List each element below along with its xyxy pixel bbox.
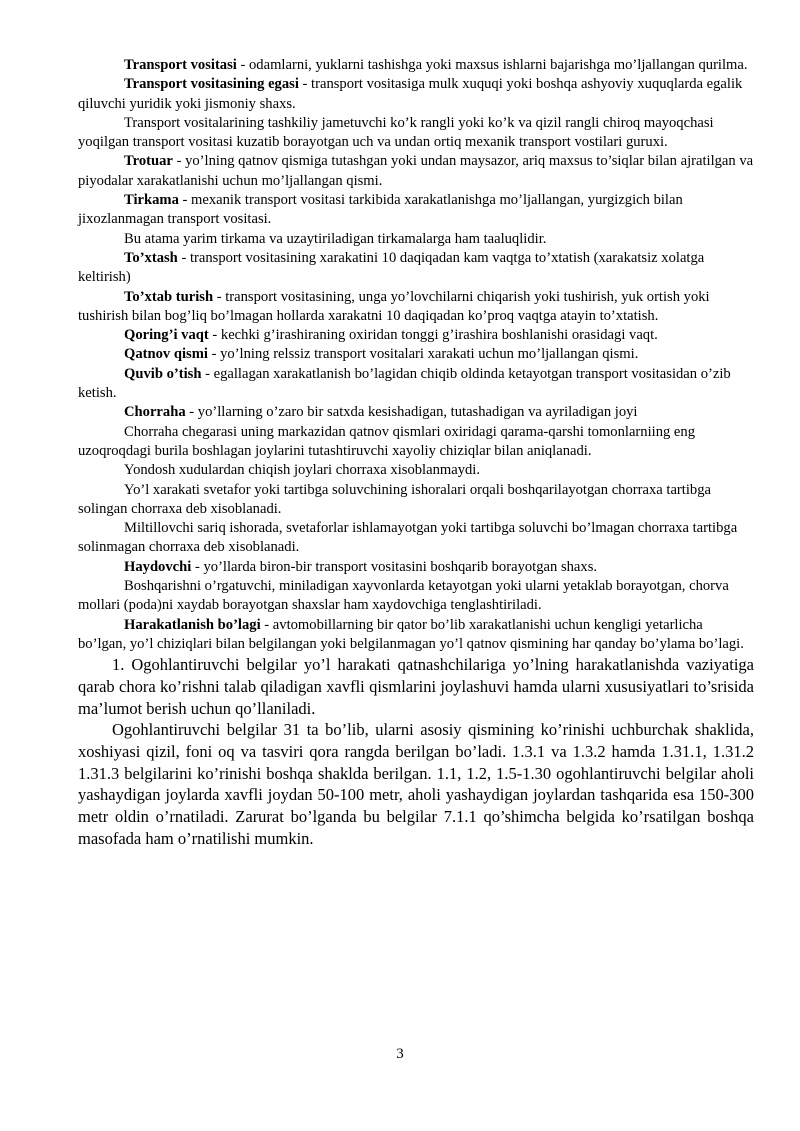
body-paragraph: 1. Ogohlantiruvchi belgilar yo’l harakati qatnashchilariga yo’lning harakatlanishda vaziyatiga qarab chora ko’rishni talab qiladigan xavfli qismlarini joylashuvi hamda ularni xususiyatlari to’srisida ma’lumot berish uchun qo’llaniladi. (78, 655, 754, 718)
definition-text: - transport vositasining xarakatini 10 daqiqadan kam vaqtga to’xtatish (xarakatsiz xolatga keltirish) (78, 249, 705, 286)
definition-text: Chorraha chegarasi uning markazidan qatnov qismlari oxiridagi qarama-qarshi tomonlarniing eng uzoqroqdagi burila boshlagan joylarini tutashtiruvchi xayoliy chiziqlar bilan aniqlanadi. (78, 423, 696, 459)
definition-text: - yo’lning relssiz transport vositalari xarakati uchun mo’ljallangan qismi. (207, 346, 639, 363)
definition-text: - yo’llarda biron-bir transport vositasini boshqarib borayotgan shaxs. (191, 558, 598, 575)
definition-text: - transport vositasiga mulk xuquqi yoki boshqa ashyoviy xuquqlarda egalik qiluvchi yuridik yoki jismoniy shaxs. (78, 76, 743, 112)
definition-term: Quvib o’tish (124, 365, 202, 382)
definition-paragraph (78, 403, 754, 422)
definitions-section (78, 56, 754, 654)
body-paragraph: Ogohlantiruvchi belgilar 31 ta bo’lib, ularni asosiy qismining ko’rinishi uchburchak shaklida, xoshiyasi qizil, foni oq va tasviri qora rangda berilgan bo’ladi. 1.3.1 va 1.3.2 hamda 1.31.1, 1.31.2 1.31.3 belgilarini ko’rinishi boshqa shaklda berilgan. 1.1, 1.2, 1.5-1.30 ogohlantiruvchi belgilar aholi yashaydigan joylarda xavfli joydan 50-100 metr, aholi yashaydigan joylardan tashqarida esa 150-300 metr oldin o’rnatiladi. Zarurat bo’lganda bu belgilar 7.1.1 qo’shimcha belgida ko’rsatilgan boshqa masofada ham o’rnatilishi mumkin. (78, 720, 754, 848)
definition-paragraph (78, 230, 754, 249)
definition-term: To’xtash (124, 249, 178, 266)
definition-term: To’xtab turish (124, 288, 214, 305)
definition-text: - yo’lning qatnov qismiga tutashgan yoki undan maysazor, ariq maxsus to’siqlar bilan ajratilgan va piyodalar xarakatlanishi uchun mo’ljallangan qismi. (78, 153, 754, 189)
definition-text: - mexanik transport vositasi tarkibida xarakatlanishga mo’ljallangan, yurgizgich bilan jixozlanmagan transport vositasi. (78, 192, 683, 228)
definition-paragraph (78, 423, 754, 462)
definition-paragraph (78, 249, 754, 288)
definition-term: Haydovchi (124, 558, 192, 575)
definition-paragraph (78, 75, 754, 114)
definition-paragraph (78, 56, 754, 75)
definition-paragraph (78, 481, 754, 520)
definition-paragraph (78, 326, 754, 345)
definition-text: Yo’l xarakati svetafor yoki tartibga soluvchining ishoralari orqali boshqarilayotgan chorraxa tartibga solingan chorraxa deb xisoblanadi. (78, 481, 711, 517)
definition-text: Bu atama yarim tirkama va uzaytiriladigan tirkamalarga ham taaluqlidir. (124, 230, 547, 247)
definition-paragraph (78, 558, 754, 577)
definition-paragraph (78, 345, 754, 364)
body-section (78, 654, 754, 849)
definition-paragraph (78, 616, 754, 655)
definition-text: - odamlarni, yuklarni tashishga yoki maxsus ishlarni bajarishga mo’ljallangan qurilma. (236, 57, 748, 73)
definition-paragraph (78, 114, 754, 153)
definition-paragraph (78, 461, 754, 480)
definition-term: Harakatlanish bo’lagi (124, 616, 261, 633)
definition-term: Qatnov qismi (124, 346, 208, 363)
definition-paragraph (78, 191, 754, 230)
definition-text: Transport vositalarining tashkiliy jametuvchi ko’k rangli yoki ko’k va qizil rangli chiroq mayoqchasi yoqilgan transport vositasi kuzatib borayotgan uch va undan ortiq mexanik transport vostilari guruxi. (78, 114, 714, 151)
definition-text: - kechki g’irashiraning oxiridan tonggi g’irashira boshlanishi orasidagi vaqt. (208, 327, 658, 344)
definition-paragraph (78, 519, 754, 558)
definition-term: Chorraha (124, 404, 186, 421)
definition-term: Transport vositasi (124, 57, 237, 73)
definition-text: - transport vositasining, unga yo’lovchilarni chiqarish yoki tushirish, yuk ortish yoki tushirish bilan bog’liq bo’lmagan hollarda xarakatni 10 daqiqadan ko’proq vaqtga atayin to’xtatish. (78, 288, 710, 324)
definition-text: Miltillovchi sariq ishorada, svetaforlar ishlamayotgan yoki tartibga soluvchi bo’lmagan chorraxa tartibga solinmagan chorraxa deb xisoblanadi. (78, 520, 738, 556)
definition-term: Trotuar (124, 153, 173, 170)
definition-paragraph (78, 365, 754, 404)
definition-term: Qoring’i vaqt (124, 327, 209, 344)
definition-text: Yondosh xudulardan chiqish joylari chorraxa xisoblanmaydi. (124, 462, 481, 479)
definition-term: Tirkama (124, 192, 179, 209)
definition-paragraph (78, 577, 754, 616)
page-number: 3 (396, 1046, 404, 1062)
definition-term: Transport vositasining egasi (124, 76, 299, 93)
definition-text: - yo’llarning o’zaro bir satxda kesishadigan, tutashadigan va ayriladigan joyi (185, 404, 638, 421)
definition-text: Boshqarishni o’rgatuvchi, miniladigan xayvonlarda ketayotgan yoki ularni yetaklab borayotgan, chorva mollari (poda)ni xaydab borayotgan shaxslar ham xaydovchiga tenglashtiriladi. (78, 578, 729, 614)
definition-text: - egallagan xarakatlanish bo’lagidan chiqib oldinda ketayotgan transport vositasidan o’zib ketish. (78, 365, 731, 402)
definition-text: - avtomobillarning bir qator bo’lib xarakatlanishi uchun kengligi yetarlicha bo’lgan, yo’l chiziqlari bilan belgilangan yoki belgilanmagan yo’l qatnov qismining har qanday bo’ylama bo’lagi. (78, 616, 744, 652)
definition-paragraph (78, 288, 754, 327)
document-page (78, 56, 754, 850)
definition-paragraph (78, 152, 754, 191)
